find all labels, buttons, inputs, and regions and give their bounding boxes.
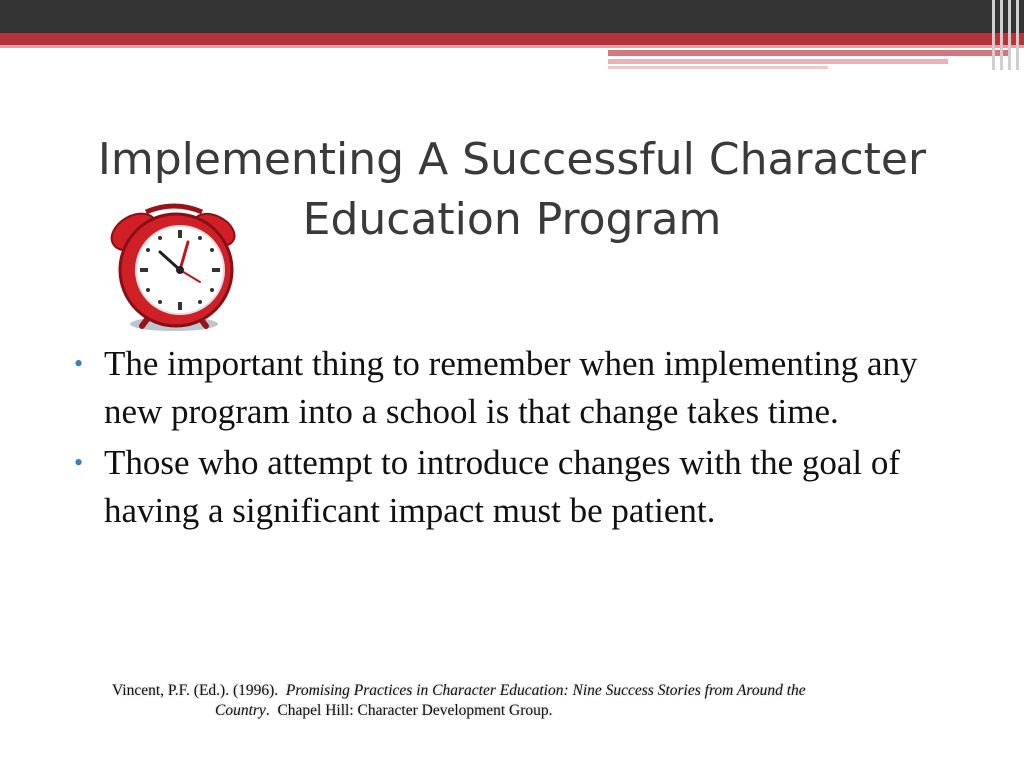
bullet-item [74,439,974,535]
citation-book-title-continued: Country [215,702,266,719]
citation-book-title: Promising Practices in Character Education: Nine Success Stories from Around the [285,682,806,699]
header-dark-bar [0,0,1024,33]
citation-authors: Vincent, P.F. (Ed.). (1996). [112,682,279,699]
bullet-dot-icon: • [74,349,84,378]
header-pink-band [0,45,1024,48]
bullet-text: The important thing to remember when implementing any new program into a school is that change takes time. [104,344,918,431]
bullet-dot-icon: • [74,448,84,477]
citation-publisher: Chapel Hill: Character Development Group. [277,702,553,719]
citation: Vincent, P.F. (Ed.). (1996). Promising Practices in Character Education: Nine Success Stories from Around the Country. Chapel Hill: Character Development Group. [112,682,806,719]
header-right-stripes [988,0,1024,70]
slide-title: Implementing A Successful Character Education Program [97,134,927,245]
header-decorative-lines [608,50,1008,72]
alarm-clock-icon [96,202,256,334]
header-red-band [0,33,1024,45]
bullet-item [74,340,974,436]
bullet-text: Those who attempt to introduce changes with the goal of having a significant impact must be patient. [104,443,901,530]
bullet-list [74,340,974,538]
